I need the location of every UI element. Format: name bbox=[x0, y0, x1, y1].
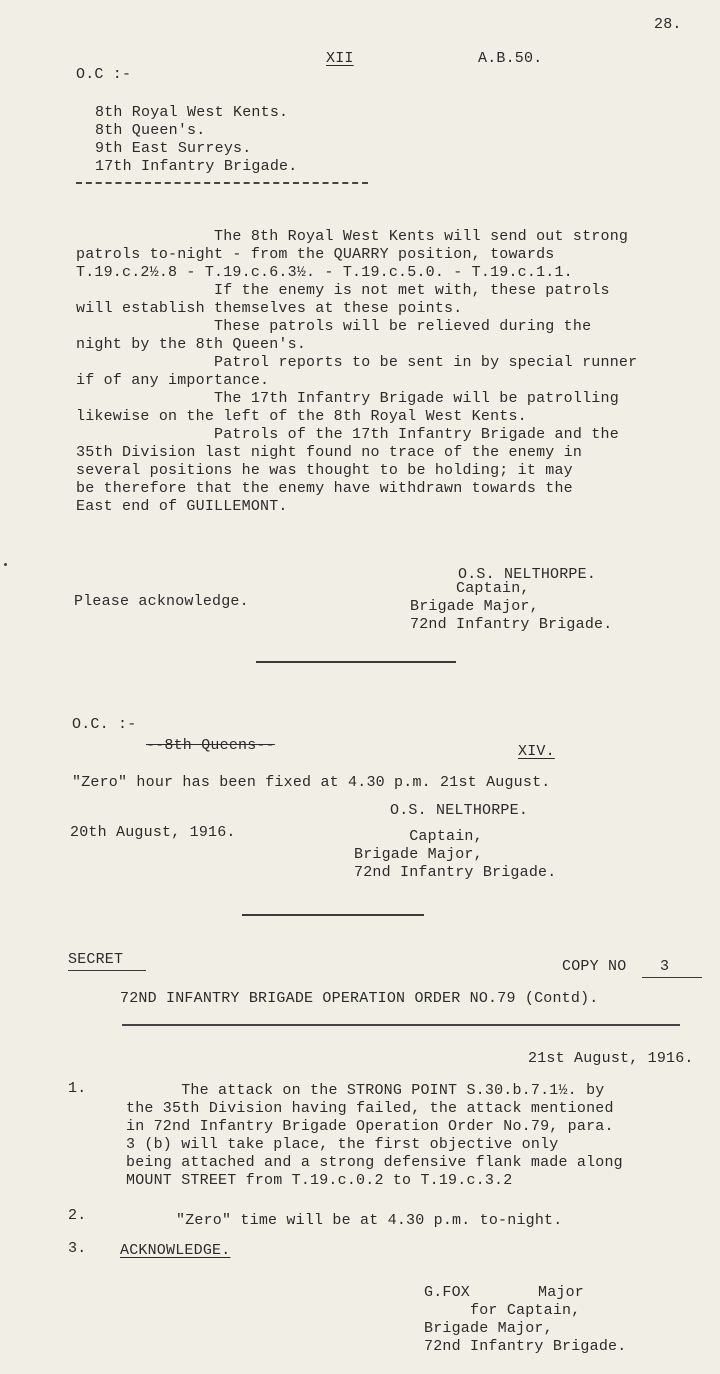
signature-block bbox=[424, 1302, 626, 1356]
addressee-label: O.C :- bbox=[76, 66, 132, 83]
signer-rank: Captain, bbox=[456, 580, 530, 597]
recipient: 9th East Surreys. bbox=[95, 140, 252, 157]
signer-name: O.S. NELTHORPE. bbox=[390, 802, 529, 819]
classification-underline bbox=[68, 970, 146, 971]
body-line: The 8th Royal West Kents will send out strong bbox=[214, 228, 629, 245]
classification-label: SECRET bbox=[68, 951, 124, 968]
title-rule bbox=[122, 1024, 680, 1026]
signer-role: Brigade Major, bbox=[424, 1320, 553, 1337]
item-line: 3 (b) will take place, the first objective only bbox=[126, 1136, 559, 1153]
dashed-divider bbox=[76, 182, 368, 184]
signature-block bbox=[410, 580, 612, 634]
body-line: night by the 8th Queen's. bbox=[76, 336, 307, 353]
recipient: 8th Royal West Kents. bbox=[95, 104, 289, 121]
acknowledge-instruction: ACKNOWLEDGE. bbox=[120, 1242, 231, 1259]
body-line: T.19.c.2½.8 - T.19.c.6.3½. - T.19.c.5.0. - T.19.c.1.1. bbox=[76, 264, 573, 281]
recipient: 17th Infantry Brigade. bbox=[95, 158, 298, 175]
struck-recipient: --8th Queens-- bbox=[146, 737, 275, 754]
item-number: 1. bbox=[68, 1080, 87, 1097]
item-line: the 35th Division having failed, the attack mentioned bbox=[126, 1100, 614, 1117]
order-item-text bbox=[126, 1082, 623, 1190]
signer-role: Brigade Major, bbox=[410, 598, 539, 615]
order-number-xii: XII bbox=[326, 50, 354, 67]
zero-hour-notice: "Zero" hour has been fixed at 4.30 p.m. 21st August. bbox=[72, 774, 551, 791]
message-body bbox=[76, 228, 637, 516]
signer-name: G.FOX bbox=[424, 1284, 471, 1301]
section-divider bbox=[256, 661, 456, 663]
body-line: These patrols will be relieved during the bbox=[214, 318, 592, 335]
item-line: in 72nd Infantry Brigade Operation Order No.79, para. bbox=[126, 1118, 614, 1135]
signer-unit: 72nd Infantry Brigade. bbox=[424, 1338, 627, 1355]
body-line: If the enemy is not met with, these patrols bbox=[214, 282, 610, 299]
body-line: several positions he was thought to be holding; it may bbox=[76, 462, 573, 479]
reference-code: A.B.50. bbox=[478, 50, 543, 67]
page-number: 28. bbox=[654, 16, 682, 33]
acknowledge-request: Please acknowledge. bbox=[74, 593, 249, 610]
signer-name: O.S. NELTHORPE. bbox=[458, 566, 597, 583]
body-line: East end of GUILLEMONT. bbox=[76, 498, 288, 515]
body-line: Patrols of the 17th Infantry Brigade and the bbox=[214, 426, 619, 443]
body-line: patrols to-night - from the QUARRY position, towards bbox=[76, 246, 555, 263]
item-line: MOUNT STREET from T.19.c.0.2 to T.19.c.3.2 bbox=[126, 1172, 513, 1189]
body-line: 35th Division last night found no trace of the enemy in bbox=[76, 444, 583, 461]
recipient: 8th Queen's. bbox=[95, 122, 206, 139]
addressee-label: O.C. :- bbox=[72, 716, 137, 733]
order-number-xiv: XIV. bbox=[518, 743, 555, 760]
item-number: 3. bbox=[68, 1240, 87, 1257]
signer-on-behalf: for Captain, bbox=[470, 1302, 581, 1319]
copy-number-label: COPY NO bbox=[562, 958, 627, 975]
signer-rank: Major bbox=[538, 1284, 585, 1301]
item-number: 2. bbox=[68, 1207, 87, 1224]
copy-number-underline bbox=[642, 977, 702, 978]
body-line: likewise on the left of the 8th Royal West Kents. bbox=[76, 408, 527, 425]
signer-unit: 72nd Infantry Brigade. bbox=[410, 616, 613, 633]
item-line: The attack on the STRONG POINT S.30.b.7.1½. by bbox=[181, 1082, 605, 1099]
order-date: 21st August, 1916. bbox=[528, 1050, 694, 1067]
margin-mark bbox=[4, 563, 7, 566]
signer-role: Brigade Major, bbox=[354, 846, 483, 863]
recipient-list bbox=[95, 104, 297, 176]
operation-order-title: 72ND INFANTRY BRIGADE OPERATION ORDER NO.79 (Contd). bbox=[120, 990, 599, 1007]
message-date: 20th August, 1916. bbox=[70, 824, 236, 841]
body-line: will establish themselves at these points. bbox=[76, 300, 463, 317]
item-line: being attached and a strong defensive flank made along bbox=[126, 1154, 623, 1171]
body-line: Patrol reports to be sent in by special runner bbox=[214, 354, 638, 371]
body-line: if of any importance. bbox=[76, 372, 270, 389]
section-divider bbox=[242, 914, 424, 916]
signer-unit: 72nd Infantry Brigade. bbox=[354, 864, 557, 881]
body-line: be therefore that the enemy have withdrawn towards the bbox=[76, 480, 573, 497]
copy-number: 3 bbox=[660, 958, 670, 975]
body-line: The 17th Infantry Brigade will be patrolling bbox=[214, 390, 619, 407]
order-item-text: "Zero" time will be at 4.30 p.m. to-night. bbox=[176, 1212, 563, 1229]
signature-block bbox=[354, 828, 556, 882]
signer-rank: Captain, bbox=[409, 828, 483, 845]
